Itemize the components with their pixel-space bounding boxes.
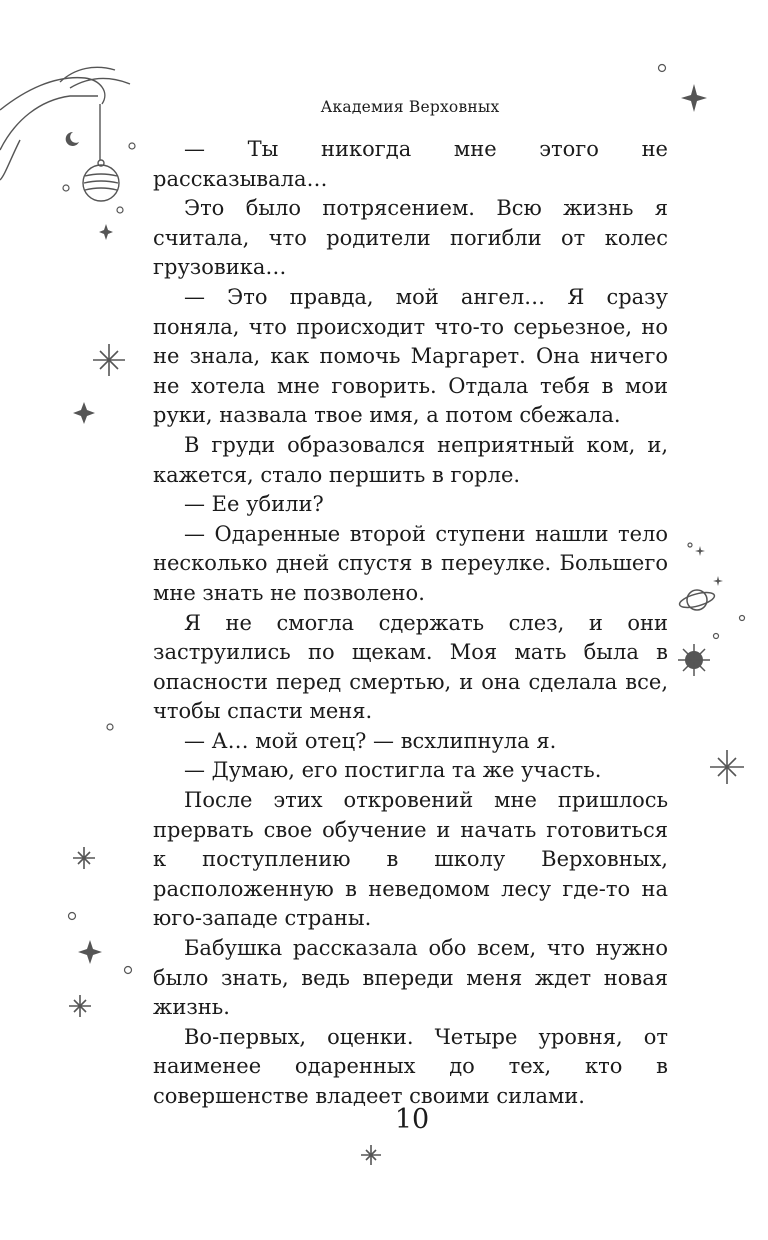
body-text [153, 135, 668, 1112]
moon-icon [66, 132, 79, 146]
ringed-planet-icon [678, 590, 716, 611]
sun-icon [678, 644, 710, 676]
paragraph: Это было потрясением. Всю жизнь я считала, что родители погибли от колес грузовика… [153, 196, 668, 280]
paragraph: В груди образовался неприятный ком, и, кажется, стало першить в горле. [153, 432, 668, 487]
running-header: Академия Верховных [320, 98, 500, 116]
hand-ornament-icon [0, 67, 130, 180]
planet-ornament-icon [83, 160, 119, 201]
paragraph: — Думаю, его постигла та же участь. [184, 758, 602, 783]
paragraph: — Ее убили? [184, 492, 324, 517]
paragraph: Я не смогла сдержать слез, и они заструились по щекам. Моя мать была в опасности перед смертью, и она сделала все, чтобы спасти меня. [153, 610, 668, 724]
paragraph: Во-первых, оценки. Четыре уровня, от наименее одаренных до тех, кто в совершенстве владеет своими силами. [153, 1024, 668, 1108]
paragraph: — Это правда, мой ангел… Я сразу поняла, что происходит что-то серьезное, но не знала, как помочь Маргарет. Она ничего не хотела мне говорить. Отдала тебя в мои руки, назвала твое имя, а потом сбежала. [153, 284, 668, 428]
paragraph: — А… мой отец? — всхлипнула я. [184, 728, 557, 753]
page-number: 10 [394, 1104, 430, 1135]
paragraph: — Одаренные второй ступени нашли тело несколько дней спустя в переулке. Большего мне знать не позволено. [153, 521, 668, 605]
paragraph: Бабушка рассказала обо всем, что нужно было знать, ведь впереди меня ждет новая жизнь. [153, 936, 668, 1020]
paragraph: — Ты никогда мне этого не рассказывала… [153, 137, 668, 191]
paragraph: После этих откровений мне пришлось прервать свое обучение и начать готовиться к поступлению в школу Верховных, расположенную в неведомом лесу где-то на юго-западе страны. [153, 788, 668, 931]
